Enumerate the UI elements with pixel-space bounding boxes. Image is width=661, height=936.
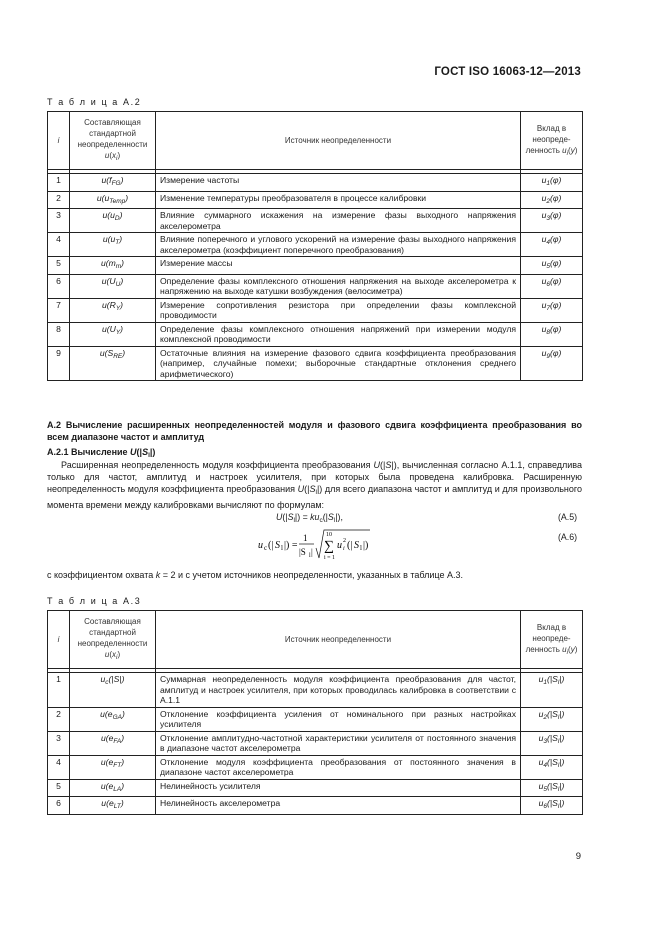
table-row: 1 $u(f_{FG})$ Измерение частоты $u_1(\varphi)$: [48, 174, 583, 192]
section-paragraph: Расширенная неопределенность модуля коэффициента преобразования U(|S|), вычисленная согласно А.1.1, справедлива только для частот, амплитуд и настроек усилителя, при которых была проведена калибровка. Расширенную неопределенность модуля коэффициента преобразования $U(|S_l|)$ для всего диапазона частот и амплитуд и для произвольного момента времени между калибровками вычисляют по формулам:: [47, 460, 582, 510]
table-a2-caption: Т а б л и ц а А.2: [47, 97, 142, 107]
svg-text:(|: (|: [268, 540, 274, 551]
table-row: 3 $u(u_D)$ Влияние суммарного искажения на измерение фазы выходного напряжения акселерометра $u_3(\varphi)$: [48, 209, 583, 233]
svg-text:∑: ∑: [324, 539, 334, 554]
table-a3: [47, 610, 583, 815]
equation-a5-number: (А.5): [558, 512, 578, 522]
svg-text:i: i: [343, 546, 345, 552]
table-row: 2 $u(u_{Temp})$ Изменение температуры преобразователя в процессе калибровки $u_2(\varphi)$: [48, 191, 583, 209]
col-contribution-header: Вклад в неопреде-ленность $u_i(y)$: [521, 112, 583, 170]
table-a3-caption: Т а б л и ц а А.3: [47, 596, 142, 606]
section-a21-heading: А.2.1 Вычисление $U(|S_l|)$: [47, 447, 156, 459]
svg-text:c: c: [264, 544, 268, 552]
table-row: 1 $u_c(|S|)$ Суммарная неопределенность модуля коэффициента преобразования для частот, амплитуд и настроек усилителя, при которых проводилась калибровка в соответствии с А.1.1 $u_1(|S_l|)$: [48, 673, 583, 708]
col-i-header: i: [48, 611, 70, 669]
svg-text:l: l: [309, 553, 311, 559]
table-row: 4 $u(u_T)$ Влияние поперечного и углового ускорений на измерение фазы выходного напряжения акселерометра (коэффициент поперечного преобразования) $u_4(\varphi)$: [48, 233, 583, 257]
svg-text:u: u: [337, 540, 342, 551]
col-source-header: Источник неопределенности: [156, 611, 521, 669]
svg-text:|) =: |) =: [284, 540, 298, 551]
document-header: ГОСТ ISO 16063-12—2013: [434, 66, 581, 78]
svg-text:i = 1: i = 1: [324, 555, 336, 561]
table-row: 2 $u(e_{GA})$ Отклонение коэффициента усиления от номинального при разных настройках усилителя $u_2(|S_l|)$: [48, 707, 583, 731]
col-contribution-header: Вклад в неопреде-ленность $u_i(y)$: [521, 611, 583, 669]
svg-text:|S: |S: [299, 547, 306, 557]
svg-text:S: S: [275, 540, 280, 551]
equation-a6: [258, 528, 388, 564]
svg-text:u: u: [258, 540, 263, 551]
svg-text:l: l: [360, 544, 362, 552]
svg-text:|): |): [363, 540, 369, 551]
table-row: 5 $u(e_{LA})$ Нелинейность усилителя $u_5(|S_l|)$: [48, 779, 583, 797]
table-row: 9 $u(S_{RE})$ Остаточные влияния на измерение фазового сдвига коэффициента преобразования (например, случайные помехи; выборочные стандартные отклонения среднего арифметического) $u_9(\varphi)$: [48, 346, 583, 381]
col-component-header: Составляющая стандартной неопределенности $u(x_i)$: [70, 611, 156, 669]
table-row: 3 $u(e_{FA})$ Отклонение амплитудно-частотной характеристики усилителя от постоянного значения в диапазоне частот акселерометра $u_3(|S_l|)$: [48, 731, 583, 755]
table-a2: [47, 111, 583, 381]
svg-text:2: 2: [343, 538, 346, 544]
equation-a6-formula: [258, 528, 388, 562]
table-row: 6 $u(U_U)$ Определение фазы комплексного отношения напряжения на выходе акселерометра к напряжению на выходе катушки возбуждения (велосиметра) $u_6(\varphi)$: [48, 274, 583, 298]
table-row: 7 $u(R_Y)$ Измерение сопротивления резистора при определении фазы комплексной проводимости $u_7(\varphi)$: [48, 298, 583, 322]
svg-text:S: S: [354, 540, 359, 551]
col-source-header: Источник неопределенности: [156, 112, 521, 170]
table-row: 8 $u(U_Y)$ Определение фазы комплексного отношения напряжений при измерении модуля комплексной проводимости $u_8(\varphi)$: [48, 322, 583, 346]
table-row: 6 $u(e_{LT})$ Нелинейность акселерометра $u_6(|S_l|)$: [48, 797, 583, 815]
after-equation-text: с коэффициентом охвата k = 2 и с учетом источников неопределенности, указанных в таблице А.3.: [47, 570, 464, 580]
svg-text:|: |: [311, 547, 313, 557]
col-component-header: Составляющая стандартной неопределенности $u(x_i)$: [70, 112, 156, 170]
equation-a5: $U(|S_l|) = ku_c(|S_l|)$,: [276, 512, 343, 524]
col-i-header: i: [48, 112, 70, 170]
section-a2-heading: А.2 Вычисление расширенных неопределенностей модуля и фазового сдвига коэффициента преобразования во всем диапазоне частот и амплитуд: [47, 420, 582, 442]
svg-text:l: l: [281, 544, 283, 552]
table-row: 5 $u(m_m)$ Измерение массы $u_5(\varphi)$: [48, 257, 583, 275]
table-row: 4 $u(e_{FT})$ Отклонение модуля коэффициента преобразования от постоянного значения в диапазоне частот акселерометра $u_4(|S_l|)$: [48, 755, 583, 779]
equation-a6-number: (А.6): [558, 532, 578, 542]
svg-text:1: 1: [303, 533, 308, 543]
svg-text:(|: (|: [347, 540, 353, 551]
svg-text:10: 10: [326, 532, 332, 538]
page-number: 9: [575, 851, 581, 862]
